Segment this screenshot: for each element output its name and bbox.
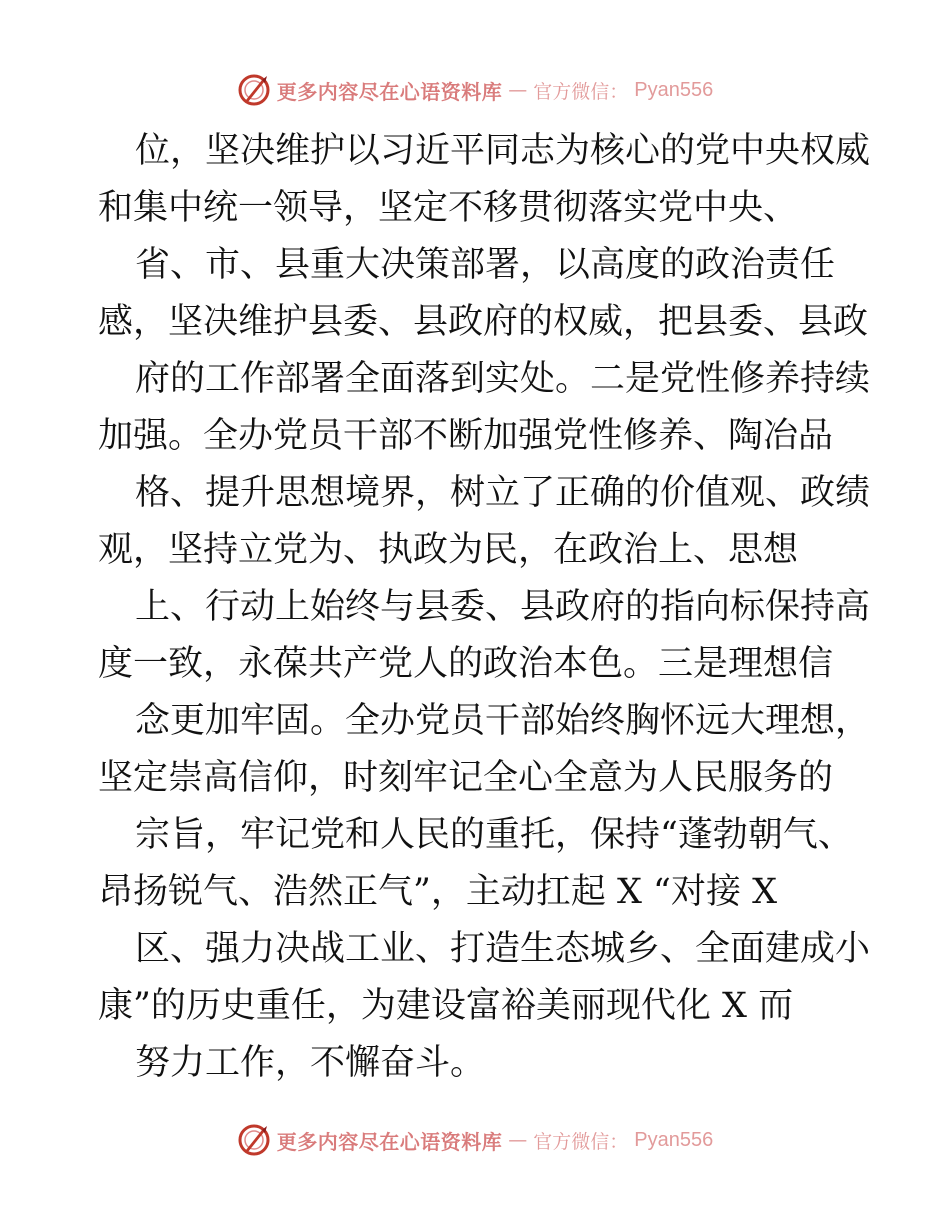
text-line: 和集中统一领导，坚定不移贯彻落实党中央、 [98, 188, 799, 228]
watermark-dash: — [508, 79, 528, 101]
text-line: 念更加牢固。全办党员干部始终胸怀远大理想， [135, 701, 871, 741]
quill-logo-icon [237, 1123, 271, 1157]
text-line: 观，坚持立党为、执政为民，在政治上、思想 [98, 530, 799, 570]
quill-logo-icon [237, 73, 271, 107]
text-line: 努力工作，不懈奋斗。 [135, 1043, 486, 1083]
watermark-handle: Pyan556 [634, 78, 714, 101]
text-line: 格、提升思想境界，树立了正确的价值观、政绩 [135, 473, 871, 513]
watermark-brand: 更多内容尽在心语资料库 [276, 79, 503, 104]
text-line: 坚定崇高信仰，时刻牢记全心全意为人民服务的 [98, 758, 834, 798]
watermark-brand: 更多内容尽在心语资料库 [276, 1129, 503, 1154]
text-line: 感，坚决维护县委、县政府的权威，把县委、县政 [98, 302, 869, 342]
footer-watermark [0, 1122, 950, 1158]
header-watermark [0, 72, 950, 108]
text-line: 度一致，永葆共产党人的政治本色。三是理想信 [98, 644, 834, 684]
watermark-dash: — [508, 1129, 528, 1151]
text-line: 上、行动上始终与县委、县政府的指向标保持高 [135, 587, 871, 627]
text-line: 康”的历史重任，为建设富裕美丽现代化 X 而 [98, 986, 794, 1026]
text-line: 区、强力决战工业、打造生态城乡、全面建成小 [135, 929, 871, 969]
text-line: 府的工作部署全面落到实处。二是党性修养持续 [135, 359, 871, 399]
text-line: 位，坚决维护以习近平同志为核心的党中央权威 [135, 131, 871, 171]
text-line: 加强。全办党员干部不断加强党性修养、陶冶品 [98, 416, 834, 456]
watermark-official: 官方微信： [533, 80, 629, 103]
watermark-handle: Pyan556 [634, 1128, 714, 1151]
watermark-official: 官方微信： [533, 1130, 629, 1153]
text-line: 昂扬锐气、浩然正气”，主动扛起 X “对接 X [98, 872, 777, 912]
text-line: 宗旨，牢记党和人民的重托，保持“蓬勃朝气、 [135, 815, 853, 855]
text-line: 省、市、县重大决策部署，以高度的政治责任 [135, 245, 836, 285]
